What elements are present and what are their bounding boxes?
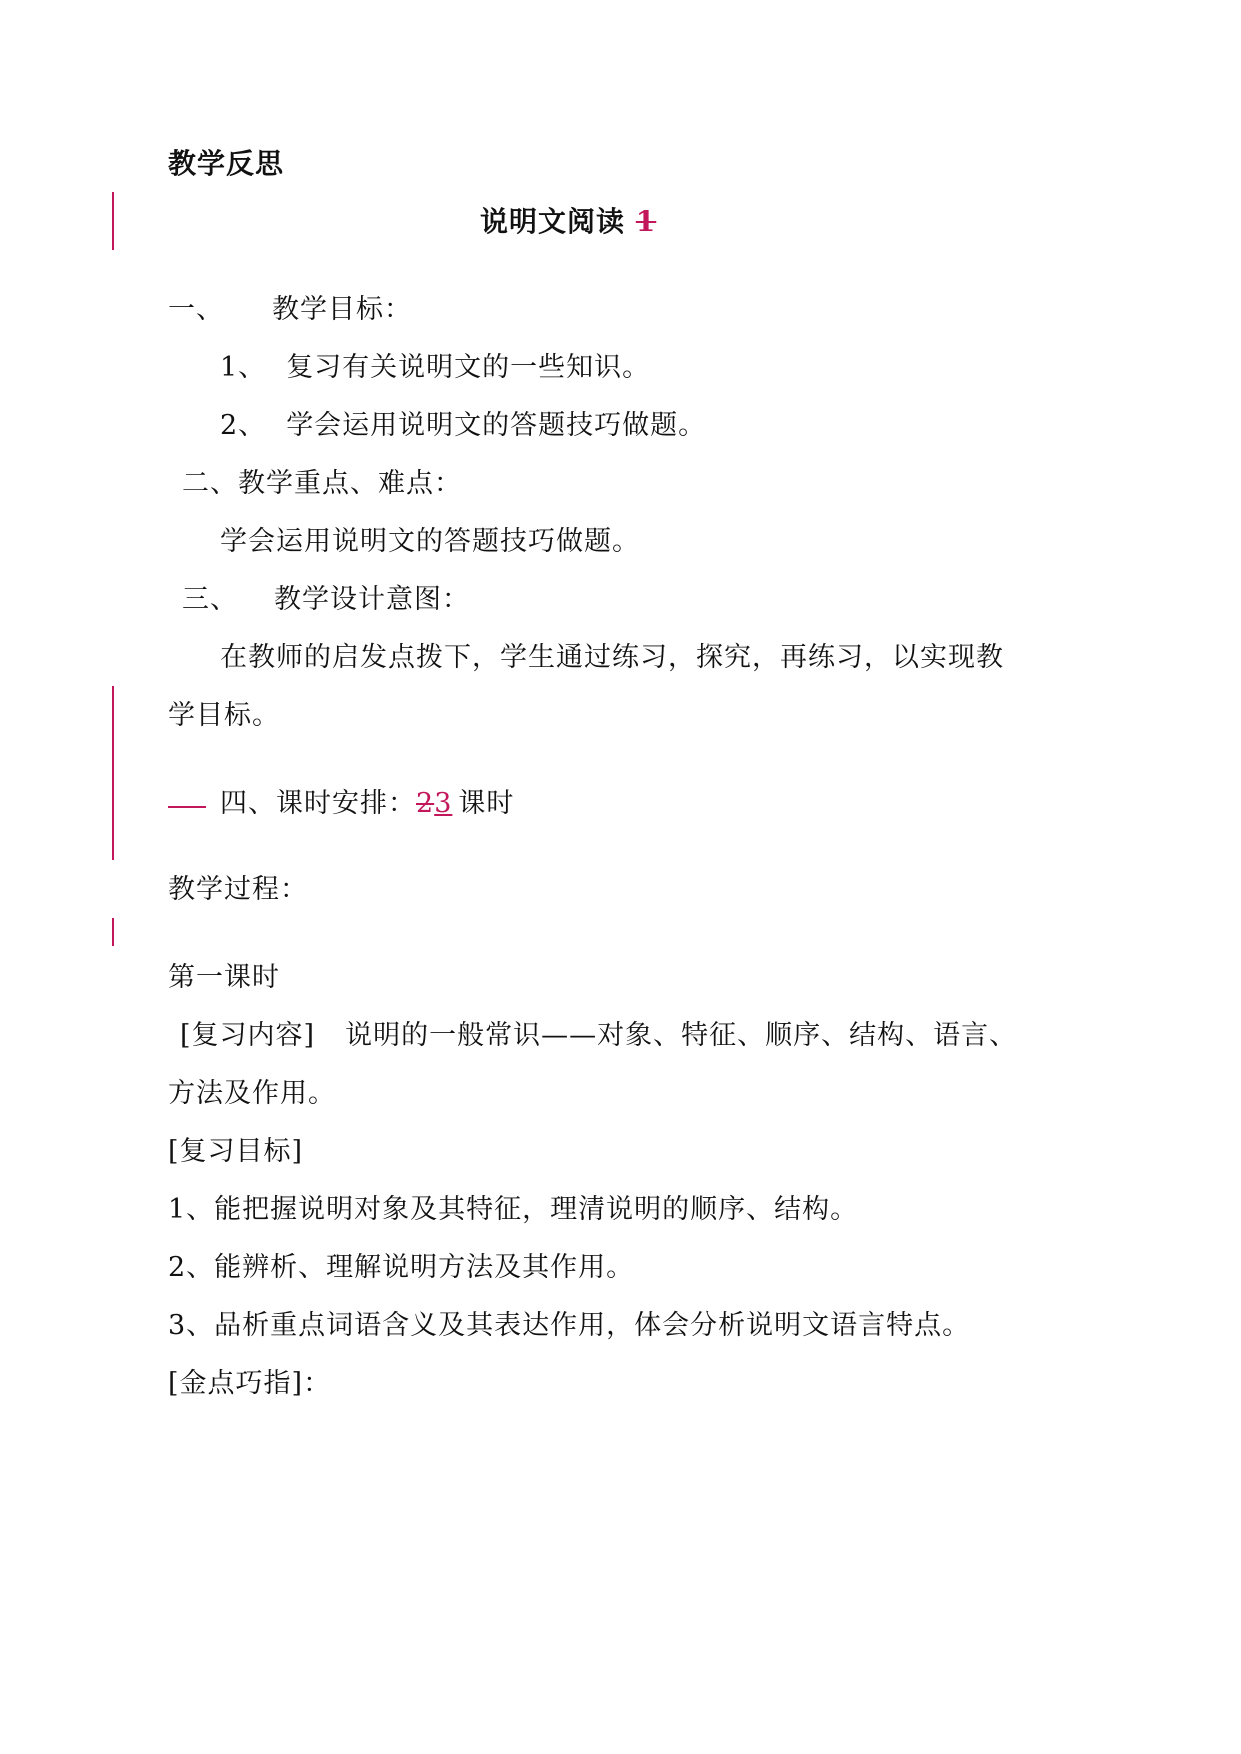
design-body-cont: 学目标。: [168, 700, 280, 731]
revision-deleted-line: [168, 806, 206, 808]
inserted-text: 3: [434, 788, 453, 819]
revision-bar: [112, 192, 114, 250]
keypoints-body: 学会运用说明文的答题技巧做题。: [220, 526, 640, 557]
review-content-cont: 方法及作用。: [168, 1078, 336, 1109]
design-heading: 三、 教学设计意图：: [182, 584, 470, 615]
review-goal-item: 2、能辨析、理解说明方法及其作用。: [168, 1252, 635, 1283]
deleted-text: 2: [416, 788, 435, 819]
review-content: [复习内容] 说明的一般常识——对象、特征、顺序、结构、语言、: [180, 1020, 1018, 1051]
design-body: 在教师的启发点拨下，学生通过练习，探究，再练习，以实现教: [220, 642, 1004, 673]
keypoints-heading: 二、教学重点、难点：: [182, 468, 462, 499]
schedule-line: 四、课时安排：23 课时: [220, 788, 515, 819]
tips-heading: [金点巧指]：: [168, 1368, 332, 1399]
goal-item: 2、 学会运用说明文的答题技巧做题。: [220, 410, 707, 441]
review-goal-item: 1、能把握说明对象及其特征，理清说明的顺序、结构。: [168, 1194, 859, 1225]
review-goals-heading: [复习目标]: [168, 1136, 304, 1167]
revision-bar: [112, 918, 114, 946]
goals-heading: 一、 教学目标：: [168, 294, 412, 325]
review-goal-item: 3、品析重点词语含义及其表达作用，体会分析说明文语言特点。: [168, 1310, 971, 1341]
goal-item: 1、 复习有关说明文的一些知识。: [220, 352, 651, 383]
process-heading: 教学过程：: [168, 874, 308, 905]
lesson-heading: 第一课时: [168, 962, 280, 993]
document-title: 说明文阅读 1: [480, 205, 657, 238]
revision-bar: [112, 686, 114, 860]
section-title: 教学反思: [168, 147, 285, 180]
deleted-text: 1: [635, 205, 657, 238]
